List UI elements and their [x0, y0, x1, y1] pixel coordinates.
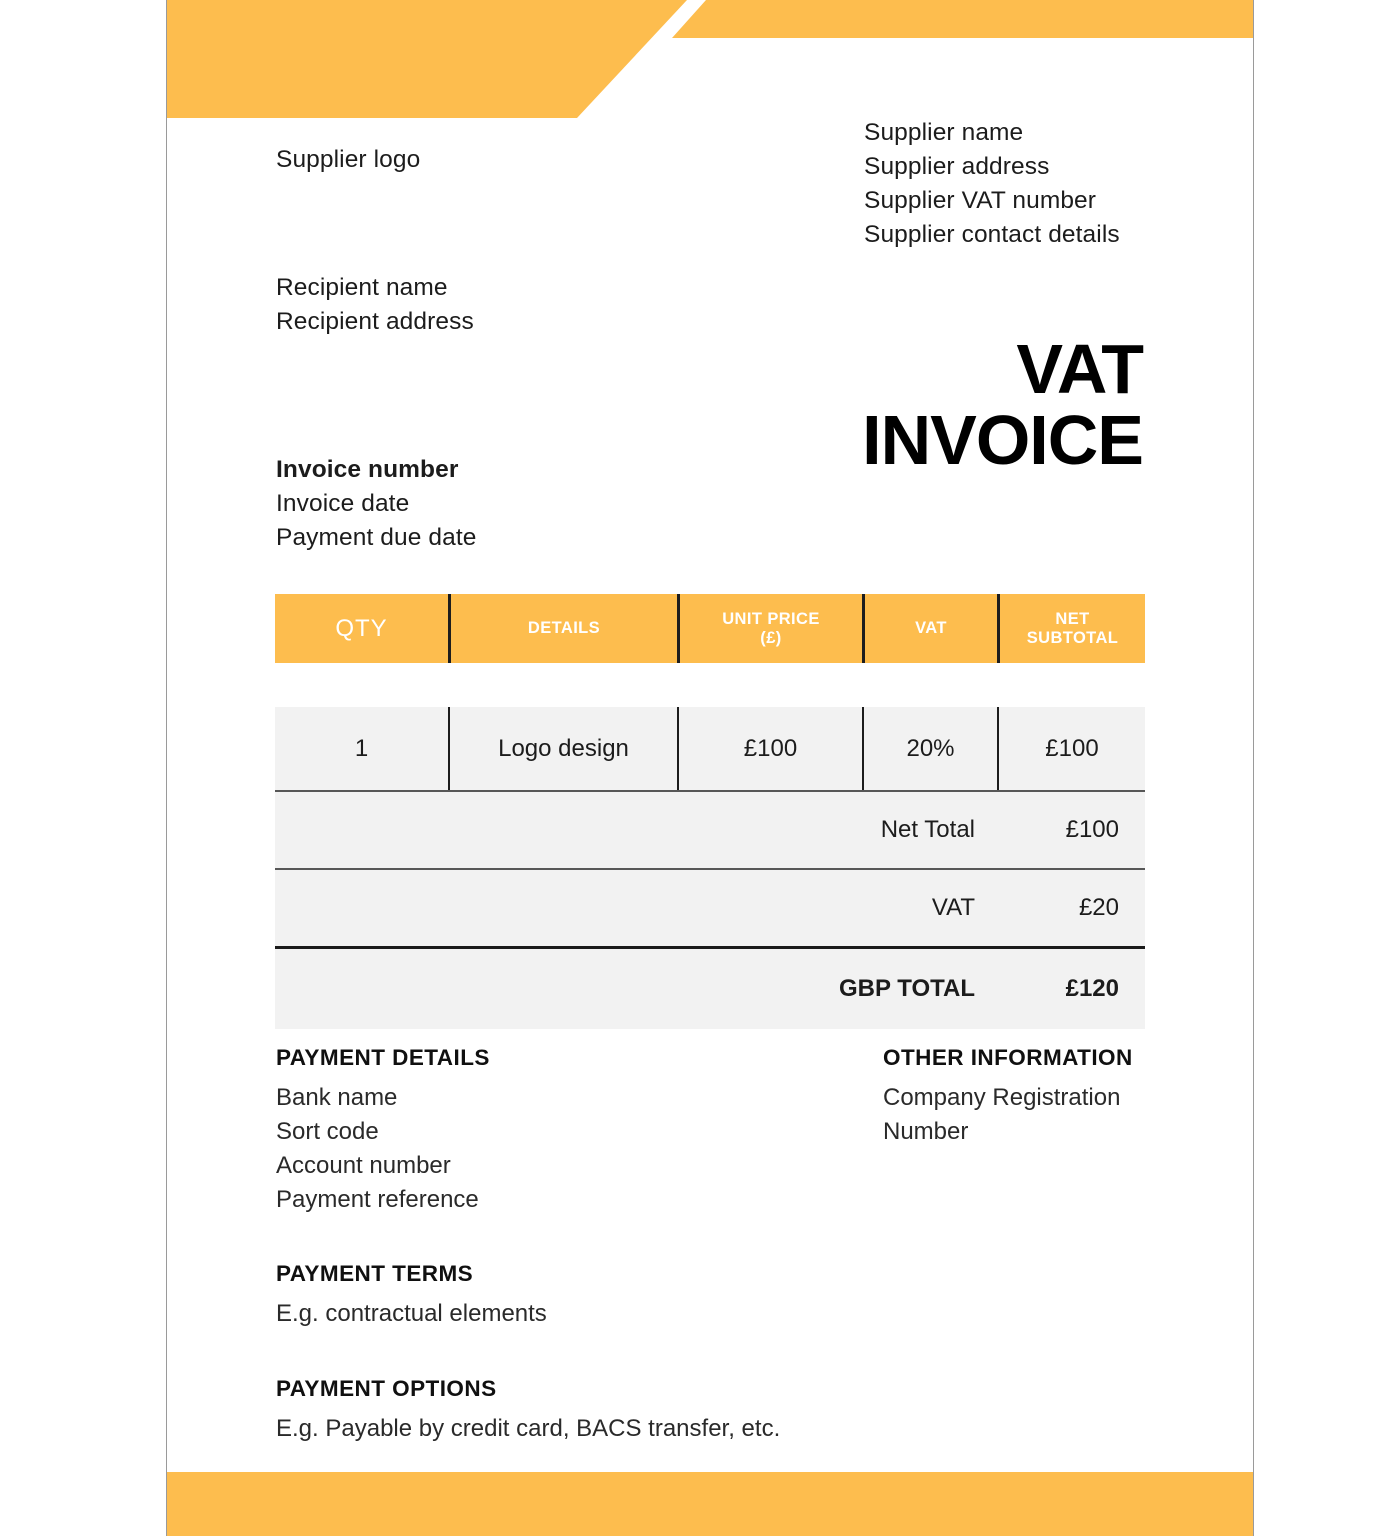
- payment-options-body: E.g. Payable by credit card, BACS transfer, etc.: [276, 1415, 781, 1442]
- totals-row-vat: [275, 870, 1145, 946]
- payment-options-heading: PAYMENT OPTIONS: [276, 1376, 497, 1401]
- table-body: [275, 707, 1145, 1029]
- payment-due-date-label: Payment due date: [276, 524, 477, 551]
- column-header-net-subtotal-line-2: SUBTOTAL: [1026, 628, 1119, 647]
- supplier-vat-number: Supplier VAT number: [864, 187, 1097, 214]
- column-header-details: DETAILS: [448, 594, 677, 663]
- cell-qty: 1: [354, 734, 369, 762]
- cell-unit-price: £100: [677, 707, 862, 790]
- supplier-name: Supplier name: [864, 119, 1024, 146]
- payment-terms-section: [276, 1257, 547, 1331]
- cell-net-subtotal: £100: [997, 707, 1145, 790]
- supplier-contact-details: Supplier contact details: [864, 221, 1120, 248]
- supplier-address: Supplier address: [864, 153, 1050, 180]
- payment-terms-heading: PAYMENT TERMS: [276, 1261, 474, 1286]
- cell-details: Logo design: [448, 707, 677, 790]
- invoice-meta-block: [276, 453, 476, 555]
- document-title-line-1: VAT: [1016, 330, 1143, 408]
- company-registration-number-label: Company Registration Number: [883, 1084, 1121, 1145]
- header-accent-shape-right: [672, 0, 1254, 38]
- account-number-label: Account number: [276, 1152, 451, 1179]
- invoice-page: [166, 0, 1254, 1536]
- recipient-details-block: [276, 271, 474, 339]
- document-title: [862, 330, 1143, 479]
- invoice-date-label: Invoice date: [276, 490, 410, 517]
- recipient-name: Recipient name: [276, 274, 448, 301]
- column-header-unit-price-line-2: (£): [760, 628, 782, 647]
- other-information-heading: OTHER INFORMATION: [883, 1045, 1133, 1070]
- footer-accent-bar: [167, 1472, 1254, 1536]
- recipient-address: Recipient address: [276, 308, 474, 335]
- bank-name-label: Bank name: [276, 1084, 398, 1111]
- grand-total-value: £120: [1065, 975, 1119, 1002]
- table-row: [275, 707, 1145, 790]
- totals-row-grand: [275, 949, 1145, 1029]
- table-header-row: [275, 594, 1145, 663]
- cell-vat: 20%: [862, 707, 997, 790]
- column-header-vat: VAT: [862, 594, 997, 663]
- sort-code-label: Sort code: [276, 1118, 379, 1145]
- document-title-line-2: INVOICE: [862, 401, 1143, 479]
- invoice-number-label: Invoice number: [276, 456, 459, 483]
- net-total-value: £100: [1065, 816, 1119, 843]
- vat-total-value: £20: [1078, 894, 1119, 921]
- payment-details-section: [276, 1041, 490, 1217]
- payment-details-heading: PAYMENT DETAILS: [276, 1045, 490, 1070]
- totals-row-net: [275, 792, 1145, 868]
- vat-total-label: VAT: [931, 894, 975, 921]
- payment-terms-body: E.g. contractual elements: [276, 1300, 547, 1327]
- column-header-net-subtotal: [997, 594, 1145, 663]
- column-header-qty: QTY: [335, 615, 388, 642]
- payment-reference-label: Payment reference: [276, 1186, 479, 1213]
- column-header-unit-price: [677, 594, 862, 663]
- supplier-details-block: [864, 116, 1120, 252]
- header-accent-shape-left: [167, 0, 687, 118]
- supplier-logo-placeholder: Supplier logo: [276, 146, 421, 173]
- other-information-section: [883, 1041, 1173, 1149]
- grand-total-label: GBP TOTAL: [838, 975, 975, 1002]
- column-header-unit-price-line-1: UNIT PRICE: [722, 609, 820, 628]
- payment-options-section: [276, 1372, 780, 1446]
- column-header-net-subtotal-line-1: NET: [1055, 609, 1090, 628]
- net-total-label: Net Total: [880, 816, 975, 843]
- line-items-table: [275, 594, 1145, 1029]
